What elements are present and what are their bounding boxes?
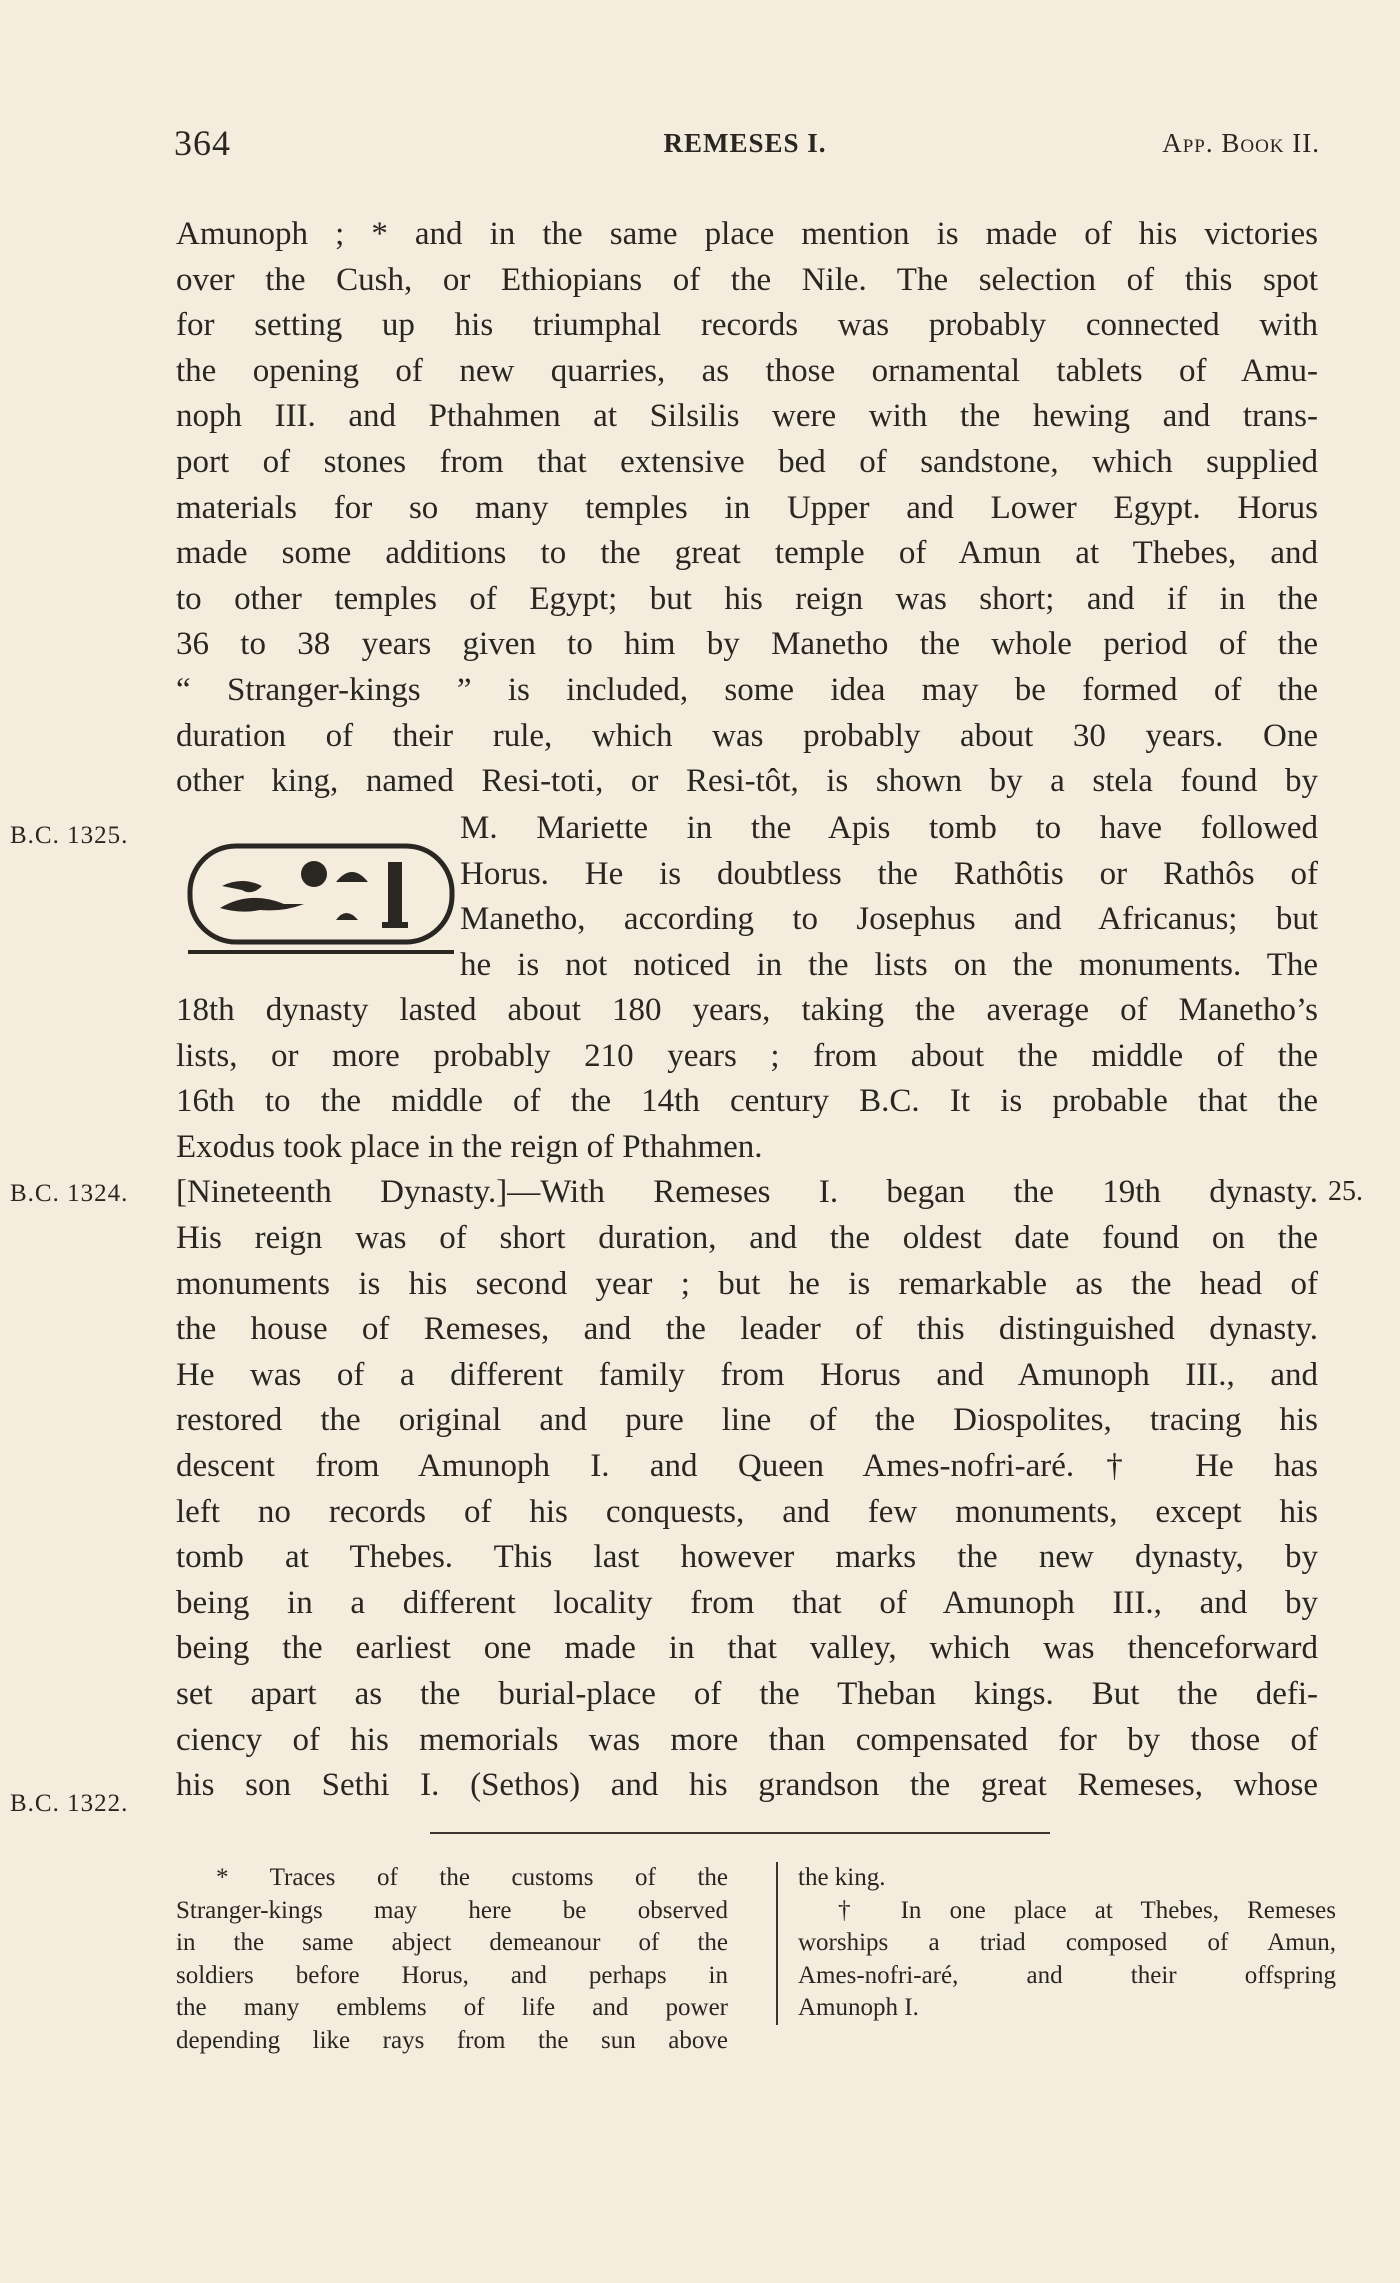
footnote-line: depending like rays from the sun above	[176, 2026, 728, 2054]
footnote-line: the many emblems of life and power	[176, 1994, 728, 2021]
text-line: being in a different locality from that of Amunoph III., and by	[176, 1584, 1318, 1621]
text-line: descent from Amunoph I. and Queen Ames-nofri-aré.† He has	[176, 1447, 1318, 1484]
text-line: set apart as the burial-place of the Theban kings. But the defi-	[176, 1675, 1318, 1712]
text-line: His reign was of short duration, and the oldest date found on the	[176, 1219, 1318, 1256]
text-line: to other temples of Egypt; but his reign was short; and if in the	[176, 580, 1318, 617]
text-line: monuments is his second year ; but he is remarkable as the head of	[176, 1265, 1318, 1302]
text-line: the house of Remeses, and the leader of this distinguished dynasty.	[176, 1311, 1318, 1348]
body-paragraph-top	[176, 212, 1318, 805]
footnote-line: soldiers before Horus, and perhaps in	[176, 1961, 728, 1989]
text-line: 18th dynasty lasted about 180 years, taking the average of Manetho’s	[176, 992, 1318, 1028]
footnote-line: the king.	[798, 1864, 886, 1891]
text-line: for setting up his triumphal records was probably connected with	[176, 307, 1318, 344]
text-line: materials for so many temples in Upper and Lower Egypt. Horus	[176, 489, 1318, 526]
footnote-line: † In one place at Thebes, Remeses	[838, 1896, 1336, 1924]
text-line: He was of a different family from Horus and Amunoph III., and	[176, 1356, 1318, 1393]
text-line: noph III. and Pthahmen at Silsilis were with the hewing and trans-	[176, 398, 1318, 435]
body-wrap-around-cartouche	[460, 806, 1318, 988]
text-line: Exodus took place in the reign of Pthahmen.	[176, 1128, 763, 1165]
footnote-line: * Traces of the customs of the	[216, 1864, 728, 1891]
text-line-dynasty-heading: [Nineteenth Dynasty.]—With Remeses I. began the 19th dynasty.	[176, 1174, 1318, 1211]
margin-date-1325: B.C. 1325.	[10, 822, 129, 849]
margin-date-1324: B.C. 1324.	[10, 1180, 129, 1207]
text-line: lists, or more probably 210 years ; from about the middle of the	[176, 1037, 1318, 1074]
text-line: left no records of his conquests, and few monuments, except his	[176, 1493, 1318, 1530]
footnote-line: Amunoph I.	[798, 1994, 919, 2021]
margin-date-1322: B.C. 1322.	[10, 1790, 129, 1817]
margin-line-number: 25.	[1328, 1176, 1363, 1207]
text-line: M. Mariette in the Apis tomb to have followed	[460, 810, 1318, 846]
footnote-left-column	[176, 1862, 728, 2057]
footnote-line: worships a triad composed of Amun,	[798, 1929, 1336, 1956]
text-line: other king, named Resi-toti, or Resi-tôt, is shown by a stela found by	[176, 763, 1318, 800]
text-line: over the Cush, or Ethiopians of the Nile. The selection of this spot	[176, 261, 1318, 298]
text-line: Amunoph ; * and in the same place mention is made of his victories	[176, 216, 1318, 252]
book-reference: App. Book II.	[1162, 128, 1320, 158]
text-line: duration of their rule, which was probably about 30 years. One	[176, 717, 1318, 754]
footnote-right-column	[776, 1862, 1336, 2025]
text-line: “ Stranger-kings ” is included, some idea may be formed of the	[176, 671, 1318, 708]
text-line: Manetho, according to Josephus and Africanus; but	[460, 901, 1318, 938]
text-line: 16th to the middle of the 14th century B.C. It is probable that the	[176, 1083, 1318, 1120]
body-paragraph-bottom	[176, 988, 1318, 1809]
footnote-divider	[430, 1832, 1050, 1834]
text-line: being the earliest one made in that valley, which was thenceforward	[176, 1630, 1318, 1667]
text-line: the opening of new quarries, as those ornamental tablets of Amu-	[176, 352, 1318, 389]
text-line: his son Sethi I. (Sethos) and his grandson the great Remeses, whose	[176, 1767, 1318, 1804]
footnote-line: Ames-nofri-aré, and their offspring	[798, 1961, 1336, 1989]
text-line: Horus. He is doubtless the Rathôtis or Rathôs of	[460, 855, 1318, 892]
text-line: ciency of his memorials was more than compensated for by those of	[176, 1721, 1318, 1758]
text-line: he is not noticed in the lists on the monuments. The	[460, 946, 1318, 983]
text-line: 36 to 38 years given to him by Manetho the whole period of the	[176, 626, 1318, 663]
cartouche-hieroglyph	[186, 836, 466, 958]
text-line: port of stones from that extensive bed of sandstone, which supplied	[176, 443, 1318, 480]
page-number: 364	[174, 123, 231, 163]
text-line: made some additions to the great temple of Amun at Thebes, and	[176, 535, 1318, 572]
text-line: tomb at Thebes. This last however marks the new dynasty, by	[176, 1539, 1318, 1576]
footnote-line: in the same abject demeanour of the	[176, 1929, 728, 1956]
footnote-line: Stranger-kings may here be observed	[176, 1896, 728, 1924]
running-title: REMESES I.	[663, 128, 827, 158]
text-line: restored the original and pure line of the Diospolites, tracing his	[176, 1402, 1318, 1439]
